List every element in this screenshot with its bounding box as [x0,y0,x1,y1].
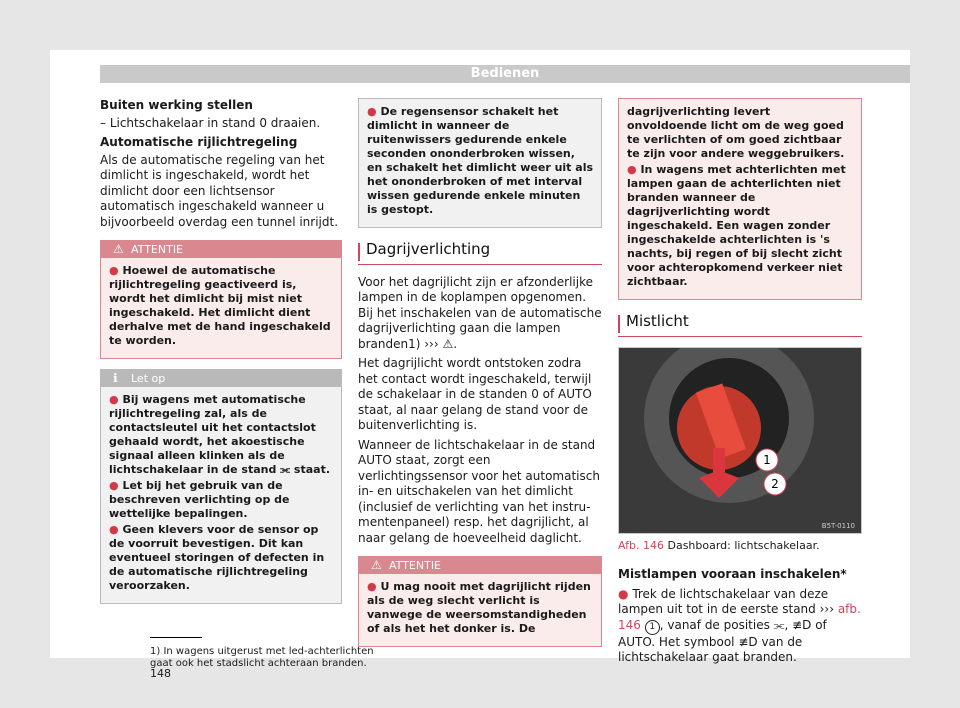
paragraph-fog: ● Trek de lichtschakelaar van deze lampen uit tot in de eerste stand ››› afb. 146 1 , vanaf de posities ⫘, ≢D of AUTO. Het symbool ≢D van de lichtschakelaar gaat branden. [618,586,861,664]
subheading-fog-front: Mistlampen vooraan inschakelen* [618,567,847,581]
column-left [100,98,342,604]
page-header: Bedienen [100,65,910,83]
paragraph-1: Voor het dagrijlicht zijn er afzonderlijke lampen in de koplampen opgenomen. Bij het inschakelen van de automatische dagrijverlichting gaan die lampen branden1) ››› ⚠. [358,274,602,351]
paragraph-3: Wanneer de lichtschakelaar in de stand AUTO staat, zorgt een verlichtingssensor voor het automatisch in- en uitschakelen van het dimlicht (inclusief de verlichting van het instrumentenpaneel) resp. het dagrijlicht, al naar gelang de hoeveelheid daglicht. [358,437,600,545]
instruction: – Lichtschakelaar in stand 0 draaien. [100,115,321,130]
footnote: 1) In wagens uitgerust met led-achterlichten gaat ook het stadslicht achteraan branden. [150,646,374,669]
warning-box: ⚠ ATTENTIE ● U mag nooit met dagrijlicht rijden als de weg slecht verlicht is vanwege de weersomstandigheden of als het het donker is. De [358,556,602,647]
figure-caption: Afb. 146 Dashboard: lichtschakelaar. [618,538,820,552]
note-box: ℹ Let op ● Bij wagens met automatische rijlichtregeling zal, als de contactsleutel uit het contactslot gehaald wordt, het akoestische signaal alleen klinken als de lichtschakelaar in de stand ⫘ staat. ● Let bij het gebruik van de beschreven verlichting op de wettelijke bepalingen. ● Geen klevers voor de sensor op de voorruit bevestigen. Dit kan eventueel storingen of defecten in de automatische rijlichtregeling veroorzaken. [100,369,342,604]
svg-text:B5T-0110: B5T-0110 [821,521,855,530]
svg-text:1: 1 [763,452,771,467]
heading-disable: Buiten werking stellen [100,98,253,112]
section-title-mistlicht: Mistlicht [618,314,862,337]
warning-icon: ⚠ [371,558,382,572]
paragraph-auto-light: Als de automatische regeling van het dimlicht is ingeschakeld, wordt het dimlicht door een lichtsensor automatisch ingeschakeld wanneer u bijvoorbeeld overdag een tunnel inrijdt. [100,152,339,229]
info-icon: ℹ [113,371,118,385]
svg-text:2: 2 [771,476,779,491]
figure-light-switch [618,347,862,534]
page-number: 148 [150,667,171,680]
column-middle [358,98,602,647]
warning-icon: ⚠ [113,242,124,256]
section-title-dagrij: Dagrijverlichting [358,242,602,265]
heading-auto-light: Automatische rijlichtregeling [100,135,298,149]
warning-box-continued: dagrijverlichting levert onvoldoende licht om de weg goed te verlichten of om goed zichtbaar te zijn voor andere weggebruikers. ● In wagens met achterlichten met lampen gaan de achterlichten niet branden wanneer de dagrijverlichting wordt ingeschakeld. Een wagen zonder ingeschakelde achterlichten is 's nachts, bij regen of bij slecht zicht voor achteropkomend verkeer niet zichtbaar. [618,98,862,300]
paragraph-2: Het dagrijlicht wordt ontstoken zodra het contact wordt ingeschakeld, terwijl de schakelaar in de standen 0 of AUTO staat, al naar gelang de stand voor de buitenverlichting is. [358,356,592,432]
footnote-divider [150,637,202,638]
note-box-continued: ● De regensensor schakelt het dimlicht in wanneer de ruitenwissers gedurende enkele seconden ononderbroken wissen, en schakelt het dimlicht weer uit als het ononderbroken of met interval wissen gedurende enkele minuten is gestopt. [358,98,602,228]
page [50,50,910,680]
warning-box: ⚠ ATTENTIE ● Hoewel de automatische rijlichtregeling geactiveerd is, wordt het dimlicht bij mist niet ingeschakeld. Het dimlicht dient derhalve met de hand ingeschakeld te worden. [100,240,342,359]
callout-1-icon: 1 [645,620,660,635]
figure-link[interactable]: afb. 146 [618,602,861,632]
light-switch-illustration [619,348,861,533]
column-right [618,98,862,670]
